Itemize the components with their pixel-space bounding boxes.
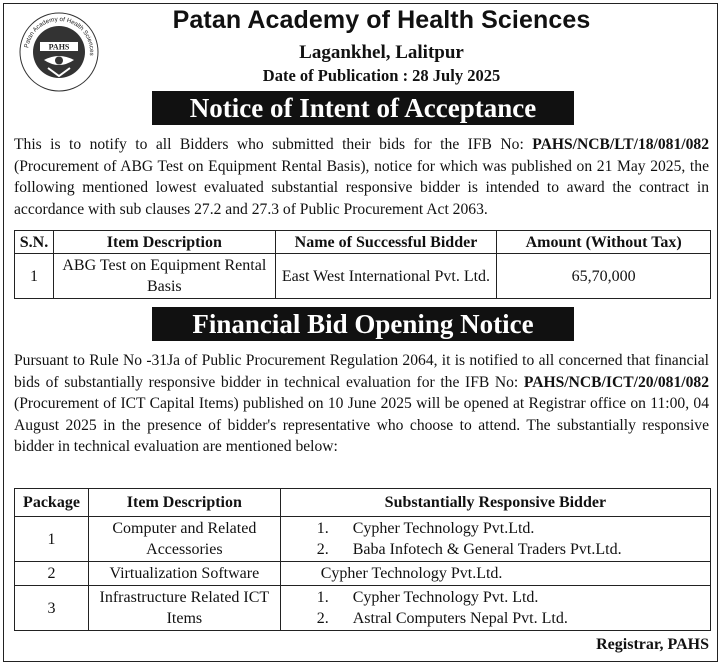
logo-ring-text: Patan Academy of Health Sciences: [23, 15, 96, 56]
col-package: Package: [15, 489, 89, 517]
table-row: [15, 586, 711, 631]
cell-bidders: [280, 517, 710, 562]
financial-bid-banner: Financial Bid Opening Notice: [152, 307, 574, 341]
institution-location: Lagankhel, Lalitpur: [299, 42, 464, 63]
cell-bidder: East West International Pvt. Ltd.: [275, 254, 497, 299]
cell-package: 2: [15, 562, 89, 586]
table-row: [15, 562, 711, 586]
table-row: [15, 254, 711, 299]
cell-package: 1: [15, 517, 89, 562]
col-successful-bidder: Name of Successful Bidder: [275, 231, 497, 254]
successful-bidder-table: [14, 230, 711, 299]
table-header-row: [15, 489, 711, 517]
cell-item: Computer and Related Accessories: [88, 517, 280, 562]
list-item: 2. Astral Computers Nepal Pvt. Ltd.: [316, 610, 568, 627]
list-item: 1. Cypher Technology Pvt.Ltd.: [316, 520, 535, 537]
cell-package: 3: [15, 586, 89, 631]
cell-item: ABG Test on Equipment Rental Basis: [53, 254, 275, 299]
responsive-bidder-table: [14, 488, 711, 631]
institution-title: Patan Academy of Health Sciences: [172, 6, 591, 34]
cell-item: Virtualization Software: [88, 562, 280, 586]
col-item-description: Item Description: [53, 231, 275, 254]
ifb-number: PAHS/NCB/ICT/20/081/082: [523, 373, 709, 391]
cell-bidders: [280, 586, 710, 631]
notice-intent-banner: Notice of Intent of Acceptance: [152, 91, 574, 125]
col-responsive-bidder: Substantially Responsive Bidder: [280, 489, 710, 517]
table-header-row: [15, 231, 711, 254]
logo-abbrev: PAHS: [48, 42, 70, 52]
signature: Registrar, PAHS: [596, 636, 709, 653]
cell-bidders: Cypher Technology Pvt.Ltd.: [280, 562, 710, 586]
notice-intent-paragraph: This is to notify to all Bidders who submitted their bids for the IFB No: PAHS/NCB/LT/18/081/082 (Procurement of ABG Test on Equipment Rental Basis), notice for which was published on 21 May 2025, the following mentioned lowest evaluated substantial responsive bidder is intended to award the contract in accordance with sub clauses 27.2 and 27.3 of Public Procurement Act 2063.: [14, 136, 709, 218]
financial-bid-paragraph: Pursuant to Rule No -31Ja of Public Procurement Regulation 2064, it is notified to all concerned that financial bids of substantially responsive bidder in technical evaluation for the IFB No: PAHS/NCB/ICT/20/081/082 (Procurement of ICT Capital Items) published on 10 June 2025 will be opened at Registrar office on 11:00, 04 August 2025 in the presence of bidder's representative who choose to attend. The substantially responsive bidder in technical evaluation are mentioned below:: [14, 352, 709, 455]
list-item: 1. Cypher Technology Pvt. Ltd.: [316, 589, 539, 606]
list-item: 2. Baba Infotech & General Traders Pvt.Ltd.: [316, 541, 622, 558]
publication-date: Date of Publication : 28 July 2025: [262, 66, 501, 85]
cell-sn: 1: [15, 254, 54, 299]
cell-item: Infrastructure Related ICT Items: [88, 586, 280, 631]
table-row: [15, 517, 711, 562]
col-item-description: Item Description: [88, 489, 280, 517]
ifb-number: PAHS/NCB/LT/18/081/082: [532, 136, 709, 153]
col-amount: Amount (Without Tax): [497, 231, 711, 254]
col-sn: S.N.: [15, 231, 54, 254]
cell-amount: 65,70,000: [497, 254, 711, 299]
